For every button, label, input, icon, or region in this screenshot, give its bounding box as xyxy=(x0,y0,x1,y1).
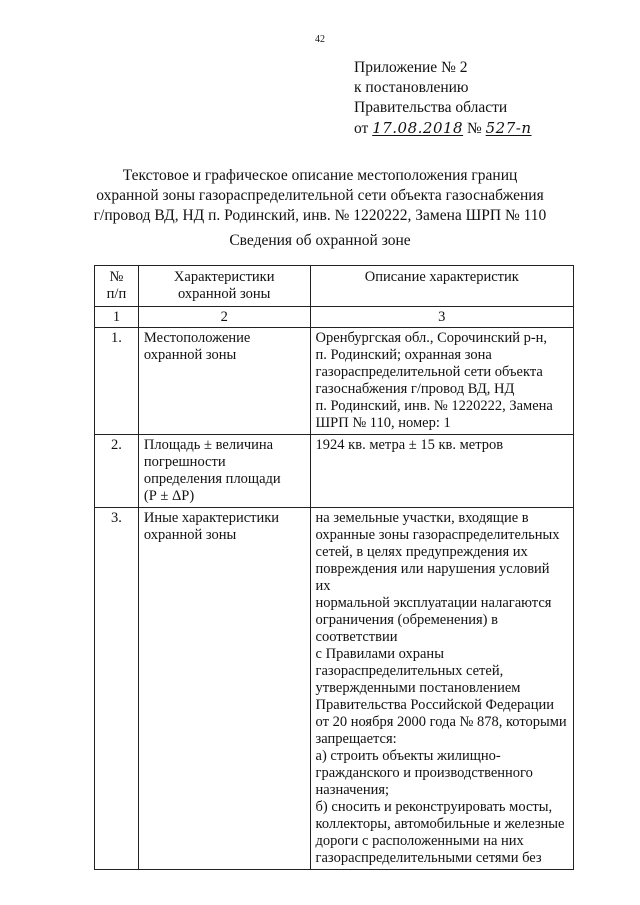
handwritten-date: 17.08.2018 xyxy=(372,119,464,137)
section-heading: Сведения об охранной зоне xyxy=(229,232,411,249)
row-number: 2. xyxy=(95,435,139,508)
date-prefix: от xyxy=(354,120,369,137)
row-characteristic: Местоположение охранной зоны xyxy=(138,328,310,435)
handwritten-number: 527-п xyxy=(485,119,532,137)
row-description: 1924 кв. метра ± 15 кв. метров xyxy=(310,435,573,508)
row-characteristic: Площадь ± величина погрешности определения площади (Р ± ΔР) xyxy=(138,435,310,508)
appendix-block xyxy=(354,58,532,139)
column-number: 3 xyxy=(310,307,573,328)
title-line-2: охранной зоны газораспределительной сети объекта газоснабжения xyxy=(96,187,544,204)
row-characteristic: Иные характеристики охранной зоны xyxy=(138,508,310,870)
title-line-3: г/провод ВД, НД п. Родинский, инв. № 1220222, Замена ШРП № 110 xyxy=(93,207,547,224)
document-title xyxy=(0,166,640,226)
zone-info-table xyxy=(94,265,574,870)
column-number-row xyxy=(95,307,574,328)
appendix-date-line xyxy=(354,118,532,139)
table-row xyxy=(95,328,574,435)
appendix-title: Приложение № 2 xyxy=(354,59,468,76)
row-number: 3. xyxy=(95,508,139,870)
table-header-row xyxy=(95,266,574,307)
table-row xyxy=(95,508,574,870)
title-line-1: Текстовое и графическое описание местоположения границ xyxy=(122,167,518,184)
header-description: Описание характеристик xyxy=(310,266,573,307)
table-row xyxy=(95,435,574,508)
number-prefix: № xyxy=(466,120,482,137)
appendix-authority: Правительства области xyxy=(354,99,508,116)
page-number: 42 xyxy=(315,34,325,45)
row-description: Оренбургская обл., Сорочинский р-н, п. Родинский; охранная зона газораспределительной сети объекта газоснабжения г/провод ВД, НД п. Родинский, инв. № 1220222, Замена ШРП № 110, номер: 1 xyxy=(310,328,573,435)
header-number: № п/п xyxy=(95,266,139,307)
appendix-reference: к постановлению xyxy=(354,79,469,96)
row-number: 1. xyxy=(95,328,139,435)
header-characteristic: Характеристики охранной зоны xyxy=(138,266,310,307)
column-number: 1 xyxy=(95,307,139,328)
column-number: 2 xyxy=(138,307,310,328)
row-description: на земельные участки, входящие в охранные зоны газораспределительных сетей, в целях предупреждения их повреждения или нарушения условий их нормальной эксплуатации налагаются ограничения (обременения) в соответствии с Правилами охраны газораспределительных сетей, утвержденными постановлением Правительства Российской Федерации от 20 ноября 2000 года № 878, которыми запрещается: а) строить объекты жилищно- гражданского и производственного назначения; б) сносить и реконструировать мосты, коллекторы, автомобильные и железные дороги с расположенными на них газораспределительными сетями без xyxy=(310,508,573,870)
